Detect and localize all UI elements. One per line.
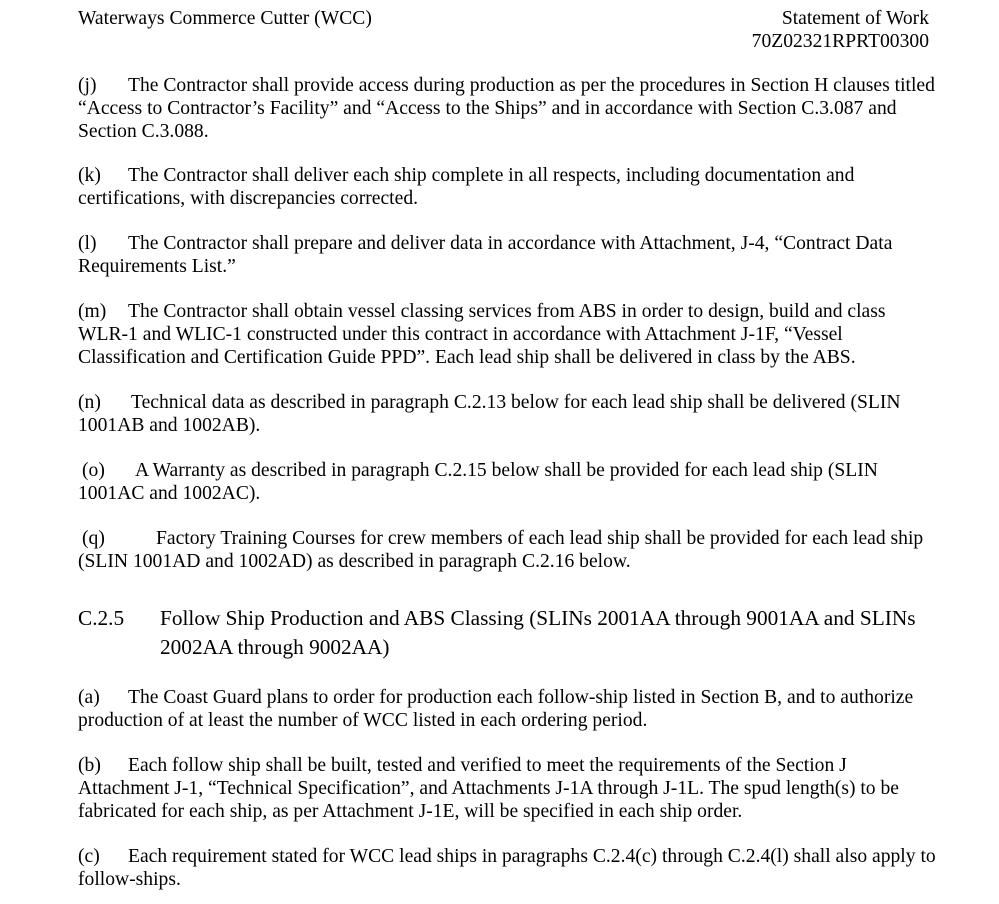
paragraph-text: The Contractor shall prepare and deliver data in accordance with Attachment, J-4, “Contract Data Requirements List.” <box>78 233 893 277</box>
paragraph-label: (b) <box>78 755 101 776</box>
paragraph-text: Each requirement stated for WCC lead ships in paragraphs C.2.4(c) through C.2.4(l) shall also apply to follow-ships. <box>78 846 936 890</box>
paragraph-label: (j) <box>78 75 97 96</box>
paragraph-text: The Coast Guard plans to order for production each follow-ship listed in Section B, and to authorize production of at least the number of WCC listed in each ordering period. <box>78 687 914 731</box>
header-document-type: Statement of Work <box>781 8 929 29</box>
paragraph-text: Technical data as described in paragraph C.2.13 below for each lead ship shall be delivered (SLIN 1001AB and 1002AB). <box>78 392 901 436</box>
paragraph-k <box>78 164 938 210</box>
paragraph-text: The Contractor shall obtain vessel classing services from ABS in order to design, build and class WLR-1 and WLIC-1 constructed under this contract in accordance with Attachment J-1F, “Vessel Classification and Certification Guide PPD”. Each lead ship shall be delivered in class by the ABS. <box>78 301 886 368</box>
section-paragraph-a <box>78 686 938 732</box>
paragraph-text: A Warranty as described in paragraph C.2.15 below shall be provided for each lead ship (SLIN 1001AC and 1002AC). <box>78 460 878 504</box>
paragraph-label: (l) <box>78 233 97 254</box>
paragraph-text: Each follow ship shall be built, tested and verified to meet the requirements of the Section J Attachment J-1, “Technical Specification”, and Attachments J-1A through J-1L. The spud length(s) to be fabricated for each ship, as per Attachment J-1E, will be specified in each ship order. <box>78 755 899 822</box>
section-paragraph-c <box>78 845 938 891</box>
paragraph-o <box>78 459 938 505</box>
paragraph-l <box>78 232 938 278</box>
paragraph-j <box>78 74 938 143</box>
paragraph-label: (k) <box>78 165 101 186</box>
paragraph-text: Factory Training Courses for crew members of each lead ship shall be provided for each lead ship (SLIN 1001AD and 1002AD) as described in paragraph C.2.16 below. <box>78 528 924 572</box>
section-number: C.2.5 <box>78 606 125 630</box>
paragraph-label: (n) <box>78 392 101 413</box>
paragraph-label: (a) <box>78 687 100 708</box>
paragraph-m <box>78 300 938 369</box>
paragraph-text: The Contractor shall provide access during production as per the procedures in Section H clauses titled “Access to Contractor’s Facility” and “Access to the Ships” and in accordance with Section C.3.087 and Section C.3.088. <box>78 75 935 142</box>
section-title: Follow Ship Production and ABS Classing (SLINs 2001AA through 9001AA and SLINs 2002AA through 9002AA) <box>160 606 916 659</box>
section-paragraph-b <box>78 754 938 823</box>
paragraph-n <box>78 391 938 437</box>
paragraph-label: (m) <box>78 301 107 322</box>
paragraph-label: (o) <box>82 460 105 481</box>
page-header-right <box>752 7 929 53</box>
paragraph-q <box>78 527 938 573</box>
header-solicitation-number: 70Z02321RPRT00300 <box>751 31 929 52</box>
paragraph-label: (c) <box>78 846 100 867</box>
paragraph-text: The Contractor shall deliver each ship complete in all respects, including documentation and certifications, with discrepancies corrected. <box>78 165 855 209</box>
page-header-left: Waterways Commerce Cutter (WCC) <box>78 8 372 29</box>
paragraph-label: (q) <box>82 528 105 549</box>
